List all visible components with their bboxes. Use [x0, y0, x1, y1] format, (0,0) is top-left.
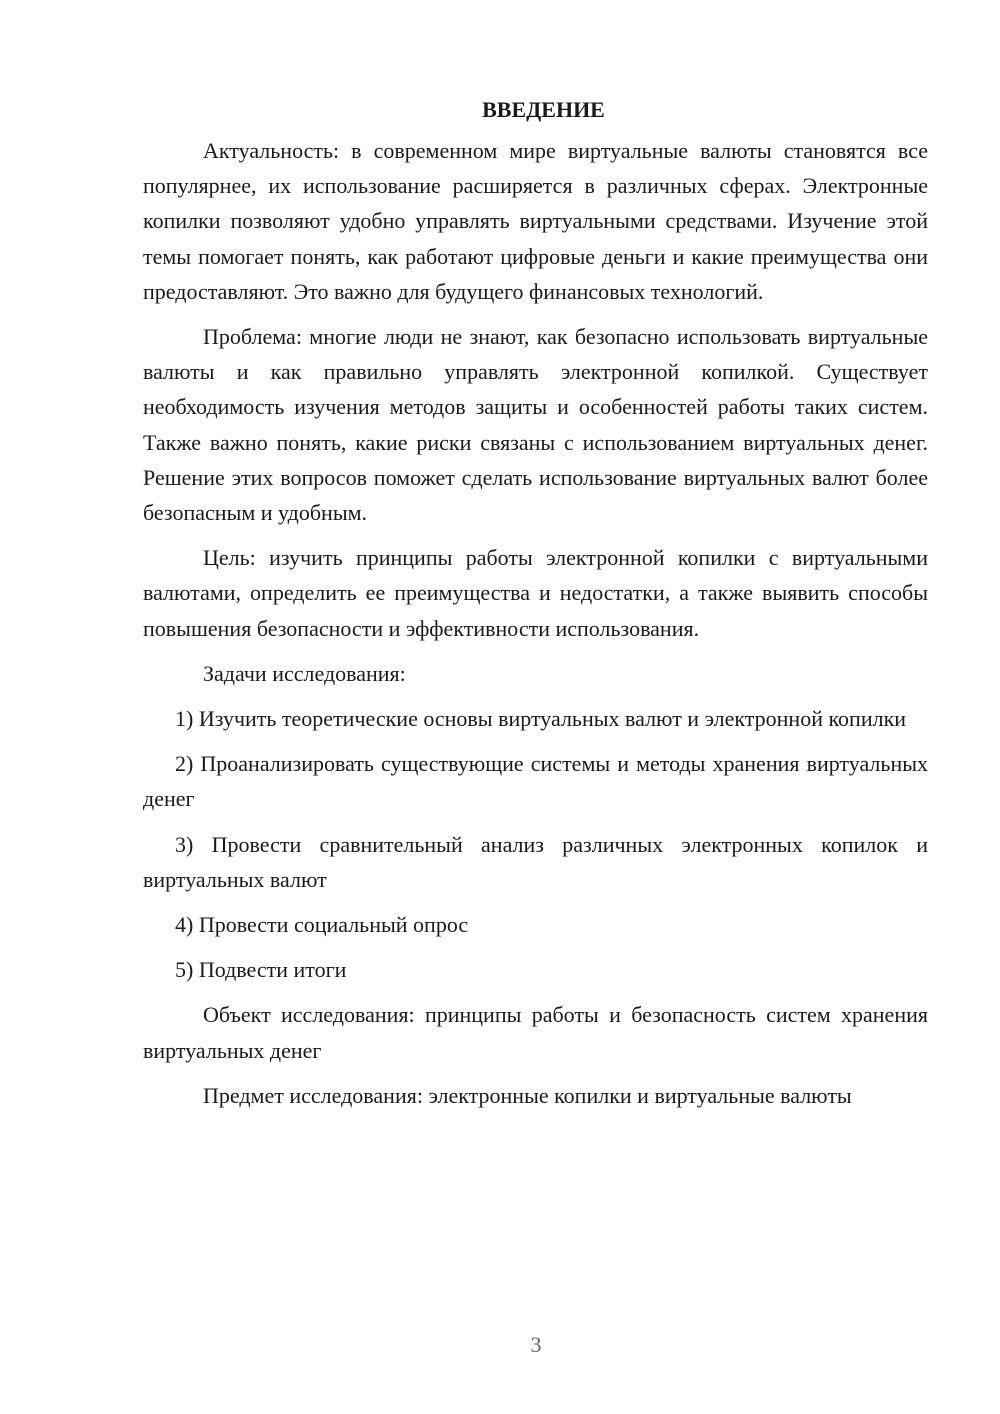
- list-item: 1) Изучить теоретические основы виртуальных валют и электронной копилки: [175, 706, 907, 732]
- list-item: 2) Проанализировать существующие системы и методы хранения виртуальных денег: [143, 751, 928, 812]
- paragraph-goal: Цель: изучить принципы работы электронной копилки с виртуальными валютами, определить ее преимущества и недостатки, а также выявить способы повышения безопасности и эффективности использования.: [143, 545, 928, 641]
- tasks-heading: Задачи исследования:: [203, 660, 406, 686]
- paragraph-object: Объект исследования: принципы работы и безопасность систем хранения виртуальных денег: [143, 1002, 928, 1063]
- list-item: 4) Провести социальный опрос: [175, 912, 469, 938]
- paragraph-relevance: Актуальность: в современном мире виртуальные валюты становятся все популярнее, их использование расширяется в различных сферах. Электронные копилки позволяют удобно управлять виртуальными средствами. Изучение этой темы помогает понять, как работают цифровые деньги и какие преимущества они предоставляют. Это важно для будущего финансовых технологий.: [143, 138, 928, 304]
- paragraph-subject: Предмет исследования: электронные копилки и виртуальные валюты: [203, 1082, 852, 1108]
- page-number: 3: [530, 1332, 542, 1357]
- list-item: 5) Подвести итоги: [175, 957, 347, 983]
- tasks-list: [143, 701, 928, 987]
- paragraph-problem: Проблема: многие люди не знают, как безопасно использовать виртуальные валюты и как правильно управлять электронной копилкой. Существует необходимость изучения методов защиты и особенностей работы таких систем. Также важно понять, какие риски связаны с использованием виртуальных денег. Решение этих вопросов поможет сделать использование виртуальных валют более безопасным и удобным.: [143, 324, 928, 526]
- document-page: [143, 92, 928, 1123]
- list-item: 3) Провести сравнительный анализ различных электронных копилок и виртуальных валют: [143, 831, 928, 892]
- page-title: ВВЕДЕНИЕ: [482, 97, 605, 122]
